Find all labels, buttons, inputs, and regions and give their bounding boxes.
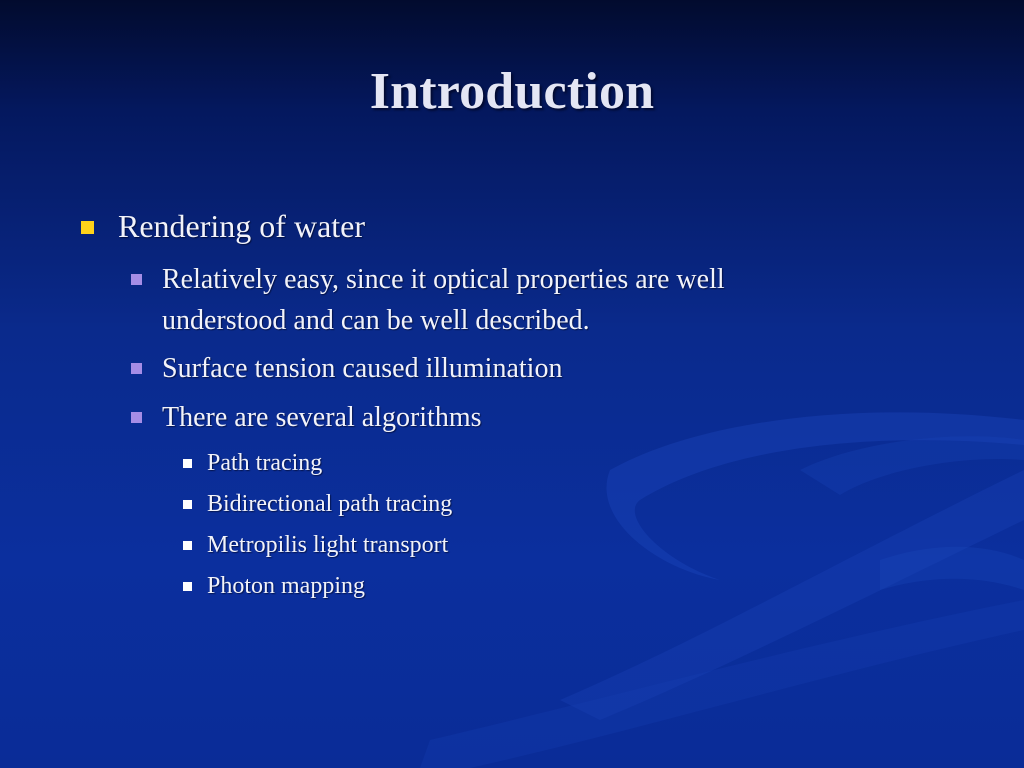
square-bullet-icon [183, 582, 192, 591]
bullet-text: There are several algorithms [162, 402, 482, 433]
bullet-item-path-tracing [207, 448, 322, 478]
bullet-text: Path tracing [207, 450, 323, 476]
bullet-text: Photon mapping [207, 573, 366, 599]
bullet-item-metropilis-light-transport [207, 530, 448, 560]
square-bullet-icon [183, 459, 192, 468]
bullet-item-rendering-of-water [118, 207, 365, 245]
bullet-text: Bidirectional path tracing [207, 491, 453, 517]
bullet-text-line1: Relatively easy, since it optical properties are well [162, 264, 725, 295]
slide-title: Introduction [369, 63, 655, 120]
bullet-text: Rendering of water [118, 208, 366, 244]
square-bullet-icon [183, 500, 192, 509]
bullet-item-bidirectional-path-tracing [207, 489, 452, 519]
bullet-text-line2: understood and can be well described. [162, 305, 590, 336]
bullet-item-photon-mapping [207, 571, 365, 601]
bullet-text: Surface tension caused illumination [162, 353, 563, 384]
square-bullet-icon [131, 274, 142, 285]
bullet-item-surface-tension [162, 348, 562, 390]
square-bullet-icon [131, 363, 142, 374]
bullet-item-several-algorithms [162, 397, 482, 439]
bullet-item-relatively-easy [162, 259, 725, 301]
square-bullet-icon [183, 541, 192, 550]
square-bullet-icon [81, 221, 94, 234]
bullet-item-relatively-easy-continuation [162, 300, 590, 342]
square-bullet-icon [131, 412, 142, 423]
bullet-text: Metropilis light transport [207, 532, 449, 558]
